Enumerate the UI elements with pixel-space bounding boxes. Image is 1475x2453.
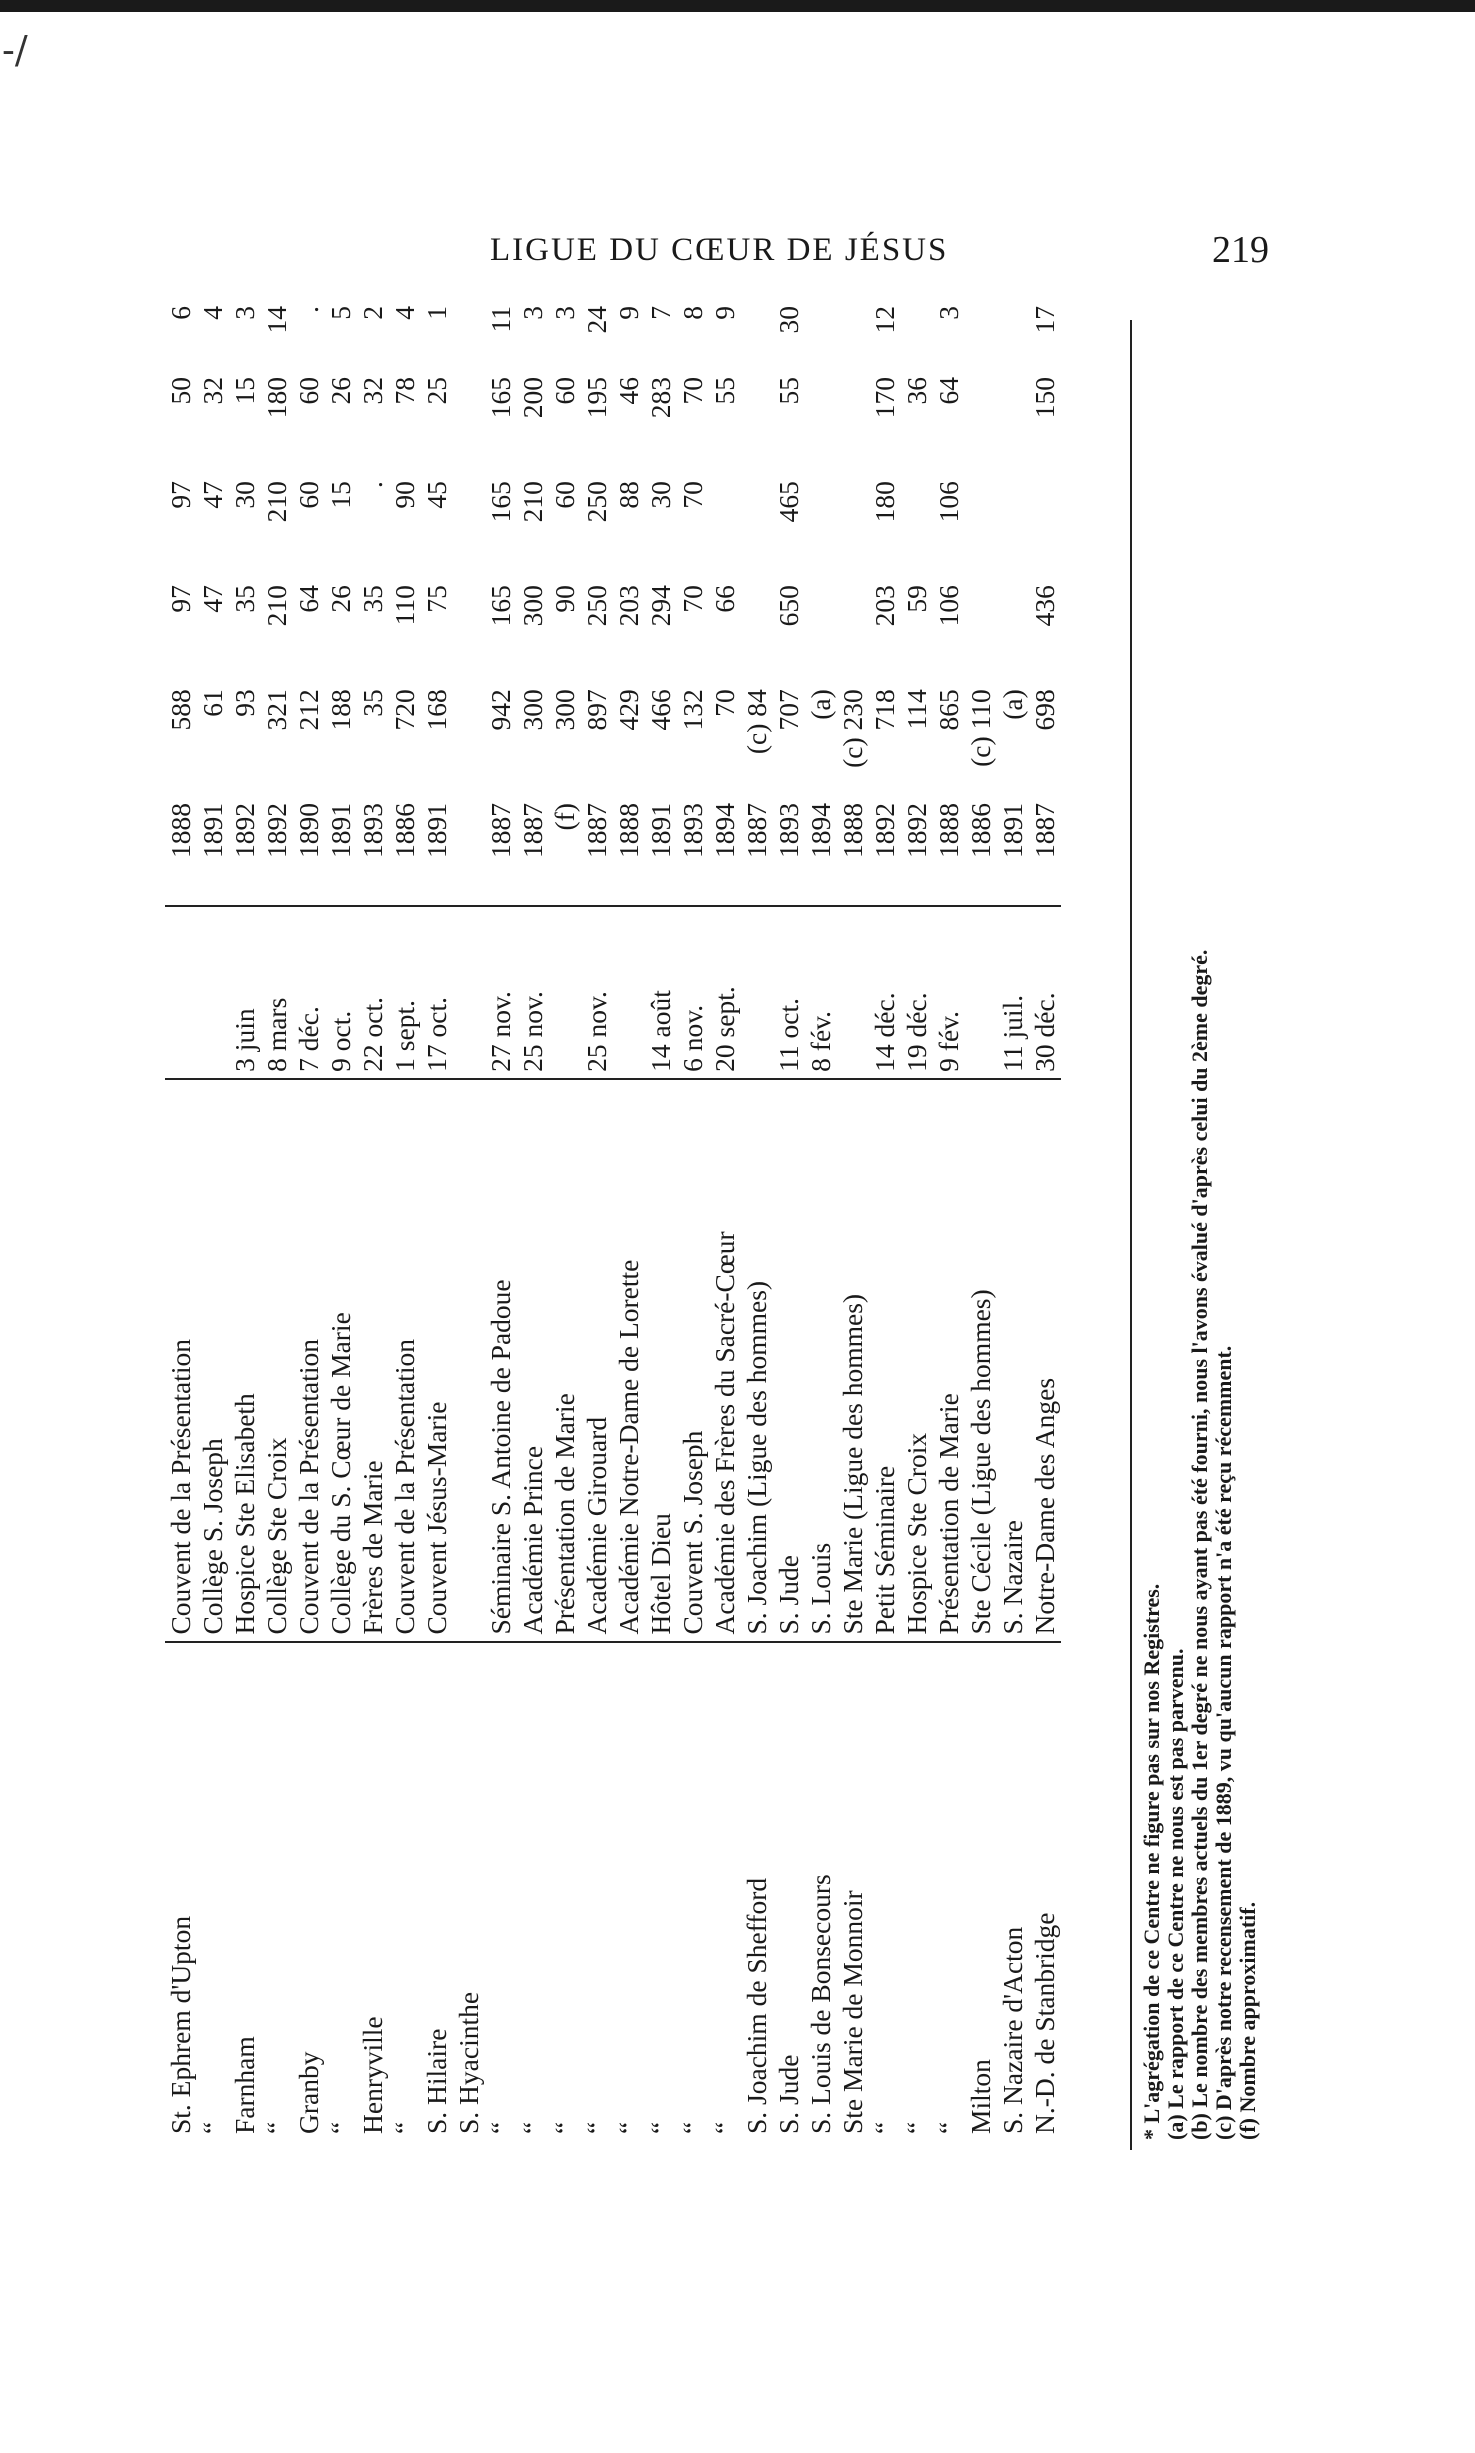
cell-c5: 24	[581, 306, 612, 334]
cell-c5: 30	[773, 306, 804, 334]
cell-c2: 59	[901, 585, 932, 613]
cell-year: 1891	[421, 797, 453, 906]
rotated-table-block	[165, 300, 1220, 2140]
cell-parish: “	[901, 2121, 932, 2134]
cell-date	[965, 906, 997, 1079]
cell-institution: Couvent de la Présentation	[293, 1079, 325, 1642]
cell-c5: 3	[229, 306, 260, 320]
cell-c5: 4	[197, 306, 228, 320]
cell-c2: 203	[869, 585, 900, 627]
cell-parish: “	[485, 2121, 516, 2134]
cell-institution: S. Jude	[773, 1079, 805, 1642]
cell-parish: Farnham	[229, 2036, 260, 2134]
cell-c2: 47	[197, 585, 228, 613]
cell-institution: Petit Séminaire	[869, 1079, 901, 1642]
cell-date: 14 août	[645, 906, 677, 1079]
footnotes	[1140, 240, 1260, 2140]
cell-c1: 212	[293, 689, 324, 731]
cell-c5	[453, 300, 485, 371]
cell-c1: 300	[517, 689, 548, 731]
cell-year: 1893	[357, 797, 389, 906]
cell-c4: 50	[165, 376, 196, 405]
cell-c4: 55	[773, 376, 804, 405]
cell-parish: “	[677, 2121, 708, 2134]
table-row	[773, 300, 805, 2140]
cell-c3	[837, 475, 869, 579]
cell-c3	[805, 475, 837, 579]
cell-c3: 47	[197, 481, 228, 509]
cell-parish: “	[709, 2121, 740, 2134]
cell-parish: “	[645, 2121, 676, 2134]
cell-institution: Couvent S. Joseph	[677, 1079, 709, 1642]
cell-institution: Frères de Marie	[357, 1079, 389, 1642]
cell-c3	[741, 475, 773, 579]
cell-institution: Hôtel Dieu	[645, 1079, 677, 1642]
cell-c1: 93	[229, 689, 260, 717]
cell-c4: 32	[357, 376, 388, 405]
cell-date: 7 déc.	[293, 906, 325, 1079]
cell-parish: “	[389, 2121, 420, 2134]
cell-date: 17 oct.	[421, 906, 453, 1079]
cell-c4: 64	[933, 376, 964, 405]
cell-c2: 75	[421, 585, 452, 613]
page-top-edge	[0, 0, 1475, 12]
cell-c2: 436	[1029, 585, 1060, 627]
cell-c5: 3	[549, 306, 580, 320]
cell-c4: 283	[645, 376, 676, 419]
cell-year: 1886	[389, 797, 421, 906]
cell-institution	[453, 1079, 485, 1642]
cell-institution: Ste Cécile (Ligue des hommes)	[965, 1079, 997, 1642]
cell-c1: 300	[549, 689, 580, 731]
cell-date: 6 nov.	[677, 906, 709, 1079]
cell-c1	[453, 683, 485, 797]
margin-mark: -/	[2, 28, 28, 72]
cell-c2	[997, 579, 1029, 683]
cell-c5	[741, 300, 773, 371]
cell-c5: 9	[709, 306, 740, 320]
cell-c1: 429	[613, 689, 644, 731]
cell-c5	[805, 300, 837, 371]
table-row	[197, 300, 229, 2140]
cell-parish: “	[325, 2121, 356, 2134]
cell-institution: Présentation de Marie	[933, 1079, 965, 1642]
cell-institution: S. Nazaire	[997, 1079, 1029, 1642]
cell-c3	[709, 475, 741, 579]
cell-date	[613, 906, 645, 1079]
footnote-b: (b) Le nombre des membres actuels du 1er degré ne nous ayant pas été fourni, nous l'avons évalué d'après celui du 2ème degré.	[1187, 949, 1212, 2140]
cell-c2: 210	[261, 585, 292, 627]
cell-c4: 32	[197, 376, 228, 405]
cell-institution: Collège S. Joseph	[197, 1079, 229, 1642]
table-row	[165, 300, 197, 2140]
table-row	[389, 300, 421, 2140]
cell-parish: “	[869, 2121, 900, 2134]
cell-c1: (a)	[805, 689, 836, 720]
centres-table	[165, 300, 1061, 2140]
page-number: 219	[1212, 229, 1269, 271]
cell-year: 1892	[901, 797, 933, 906]
cell-parish: “	[581, 2121, 612, 2134]
cell-c3: 97	[165, 481, 196, 509]
cell-date	[197, 906, 229, 1079]
cell-c1: 718	[869, 689, 900, 731]
cell-date: 1 sept.	[389, 906, 421, 1079]
cell-parish: S. Joachim de Shefford	[741, 1877, 772, 2134]
cell-year: 1892	[869, 797, 901, 906]
cell-year: 1893	[677, 797, 709, 906]
cell-c5: 9	[613, 306, 644, 320]
cell-c2	[453, 579, 485, 683]
cell-institution: Académie Girouard	[581, 1079, 613, 1642]
cell-c3: 210	[261, 481, 292, 523]
cell-parish: “	[261, 2121, 292, 2134]
cell-c5	[837, 300, 869, 371]
cell-c3: 210	[517, 481, 548, 523]
cell-c1: 168	[421, 689, 452, 731]
cell-c1: 61	[197, 689, 228, 717]
cell-c3: 250	[581, 481, 612, 523]
cell-parish: S. Hilaire	[421, 2028, 452, 2134]
cell-institution: S. Louis	[805, 1079, 837, 1642]
table-row	[357, 300, 389, 2140]
cell-date	[549, 906, 581, 1079]
cell-c3: 165	[485, 481, 516, 523]
table-row	[517, 300, 549, 2140]
cell-year: 1891	[645, 797, 677, 906]
cell-year: 1891	[997, 797, 1029, 906]
cell-c1: 466	[645, 689, 676, 731]
cell-year: 1893	[773, 797, 805, 906]
cell-c1: (c) 230	[837, 689, 868, 768]
cell-c3	[901, 475, 933, 579]
cell-c1: (c) 84	[741, 689, 772, 755]
cell-parish: Ste Marie de Monnoir	[837, 1890, 868, 2134]
table-row	[581, 300, 613, 2140]
footnote-a: (a) Le rapport de ce Centre ne nous est pas parvenu.	[1163, 1648, 1188, 2140]
table-row	[293, 300, 325, 2140]
cell-year: 1887	[1029, 797, 1061, 906]
cell-institution: Hospice Ste Croix	[901, 1079, 933, 1642]
table-row	[901, 300, 933, 2140]
cell-c2	[741, 579, 773, 683]
cell-c2: 35	[357, 585, 388, 613]
cell-c3: 106	[933, 481, 964, 523]
cell-c3: 180	[869, 481, 900, 523]
cell-parish: Granby	[293, 2051, 324, 2134]
cell-c5: 8	[677, 306, 708, 320]
cell-institution: Collège Ste Croix	[261, 1079, 293, 1642]
cell-year: 1892	[229, 797, 261, 906]
cell-c2: 90	[549, 585, 580, 613]
cell-c3: 30	[229, 481, 260, 509]
cell-date: 30 déc.	[1029, 906, 1061, 1079]
cell-c1: 321	[261, 689, 292, 731]
cell-c2: 294	[645, 585, 676, 627]
cell-c3	[965, 475, 997, 579]
cell-c4	[965, 371, 997, 475]
cell-c5: 3	[517, 306, 548, 320]
table-row	[1029, 300, 1061, 2140]
cell-c5: 14	[261, 306, 292, 334]
cell-c1: 720	[389, 689, 420, 731]
cell-c4: 60	[549, 376, 580, 405]
cell-date: 22 oct.	[357, 906, 389, 1079]
cell-institution: Ste Marie (Ligue des hommes)	[837, 1079, 869, 1642]
footnote-c: (c) D'après notre recensement de 1889, vu qu'aucun rapport n'a été reçu récemment.	[1211, 1345, 1236, 2140]
cell-c2: 650	[773, 585, 804, 627]
cell-c5: 3	[933, 306, 964, 320]
cell-year: 1894	[709, 797, 741, 906]
table-row	[933, 300, 965, 2140]
cell-parish: S. Jude	[773, 2054, 804, 2134]
cell-year: 1888	[165, 797, 197, 906]
cell-year: 1890	[293, 797, 325, 906]
cell-parish: “	[549, 2121, 580, 2134]
cell-institution: Notre-Dame des Anges	[1029, 1079, 1061, 1642]
cell-c3	[1029, 475, 1061, 579]
cell-c3: 60	[549, 481, 580, 509]
cell-year	[453, 797, 485, 906]
cell-institution: Académie Prince	[517, 1079, 549, 1642]
cell-c2: 26	[325, 585, 356, 613]
cell-year: 1888	[837, 797, 869, 906]
cell-date: 14 déc.	[869, 906, 901, 1079]
cell-c2: 70	[677, 585, 708, 613]
table-row	[613, 300, 645, 2140]
cell-c3: 15	[325, 481, 356, 509]
cell-date: 20 sept.	[709, 906, 741, 1079]
cell-c1: 897	[581, 689, 612, 731]
cell-c1: 942	[485, 689, 516, 731]
cell-c4	[741, 371, 773, 475]
footnote-f: (f) Nombre approximatif.	[1235, 1901, 1260, 2140]
cell-c3	[453, 475, 485, 579]
cell-c4	[805, 371, 837, 475]
cell-c4: 165	[485, 376, 516, 419]
cell-c1: 114	[901, 689, 932, 730]
table-row	[229, 300, 261, 2140]
cell-c4: 36	[901, 376, 932, 405]
cell-c3	[997, 475, 1029, 579]
cell-c1: 865	[933, 689, 964, 731]
cell-c2: 64	[293, 585, 324, 613]
cell-parish: “	[517, 2121, 548, 2134]
cell-c3: 45	[421, 481, 452, 509]
cell-institution: Couvent Jésus-Marie	[421, 1079, 453, 1642]
cell-c5: 5	[325, 306, 356, 320]
cell-parish: S. Hyacinthe	[453, 1991, 484, 2134]
running-head: LIGUE DU CŒUR DE JÉSUS	[490, 232, 949, 268]
cell-date: 27 nov.	[485, 906, 517, 1079]
cell-c2	[805, 579, 837, 683]
table-row	[837, 300, 869, 2140]
cell-institution: Académie Notre-Dame de Lorette	[613, 1079, 645, 1642]
cell-parish: S. Nazaire d'Acton	[997, 1926, 1028, 2134]
cell-c2: 97	[165, 585, 196, 613]
cell-c2: 106	[933, 585, 964, 627]
cell-c1: 35	[357, 689, 388, 717]
cell-date	[837, 906, 869, 1079]
cell-parish: St. Ephrem d'Upton	[165, 1915, 196, 2134]
cell-institution: Couvent de la Présentation	[389, 1079, 421, 1642]
cell-year: 1887	[581, 797, 613, 906]
cell-year: 1888	[933, 797, 965, 906]
cell-institution: Hospice Ste Elisabeth	[229, 1079, 261, 1642]
cell-date: 9 fév.	[933, 906, 965, 1079]
cell-c4	[837, 371, 869, 475]
cell-c4: 78	[389, 376, 420, 405]
cell-c2: 300	[517, 585, 548, 627]
cell-c3: 70	[677, 481, 708, 509]
cell-c5	[965, 300, 997, 371]
cell-date: 25 nov.	[517, 906, 549, 1079]
table-row	[741, 300, 773, 2140]
cell-c4: 15	[229, 376, 260, 405]
cell-c3: 465	[773, 481, 804, 523]
cell-c4: 55	[709, 376, 740, 405]
cell-parish: N.-D. de Stanbridge	[1029, 1912, 1060, 2134]
cell-year: 1887	[485, 797, 517, 906]
cell-date	[453, 906, 485, 1079]
cell-c3: 60	[293, 481, 324, 509]
cell-c1: 70	[709, 689, 740, 717]
cell-c1: 707	[773, 689, 804, 731]
cell-c4: 60	[293, 376, 324, 405]
cell-c5: 7	[645, 306, 676, 320]
cell-c1: 588	[165, 689, 196, 731]
cell-year: 1887	[517, 797, 549, 906]
cell-c5	[997, 300, 1029, 371]
table-row	[261, 300, 293, 2140]
cell-year: 1892	[261, 797, 293, 906]
cell-c4: 46	[613, 376, 644, 405]
cell-c4: 170	[869, 376, 900, 419]
cell-c1: 698	[1029, 689, 1060, 731]
cell-institution: Académie des Frères du Sacré-Cœur	[709, 1079, 741, 1642]
table-row	[997, 300, 1029, 2140]
cell-year: 1888	[613, 797, 645, 906]
cell-c5: 11	[485, 306, 516, 333]
cell-date: 9 oct.	[325, 906, 357, 1079]
cell-c2	[837, 579, 869, 683]
table-row	[709, 300, 741, 2140]
cell-c2: 165	[485, 585, 516, 627]
cell-parish: Henryville	[357, 2016, 388, 2134]
cell-date: 19 déc.	[901, 906, 933, 1079]
cell-c4: 70	[677, 376, 708, 405]
cell-c4	[453, 371, 485, 475]
cell-c5: 12	[869, 306, 900, 334]
cell-c5: 1	[421, 306, 452, 320]
cell-parish: “	[197, 2121, 228, 2134]
table-row	[485, 300, 517, 2140]
cell-c2	[965, 579, 997, 683]
cell-parish: Milton	[965, 2059, 996, 2134]
cell-c5	[901, 300, 933, 371]
cell-c2: 66	[709, 585, 740, 613]
table-row	[421, 300, 453, 2140]
cell-c2: 110	[389, 585, 420, 626]
cell-c1: 188	[325, 689, 356, 731]
cell-year: 1886	[965, 797, 997, 906]
table-row	[805, 300, 837, 2140]
cell-c4: 195	[581, 376, 612, 419]
table-row	[869, 300, 901, 2140]
cell-c1: 132	[677, 689, 708, 731]
cell-c4: 200	[517, 376, 548, 419]
cell-institution: Présentation de Marie	[549, 1079, 581, 1642]
footnote-star: * L'agrégation de ce Centre ne figure pas sur nos Registres.	[1139, 1583, 1164, 2140]
cell-c1: (c) 110	[965, 689, 996, 767]
table-row	[645, 300, 677, 2140]
cell-c3: .	[357, 481, 388, 488]
cell-year: 1891	[325, 797, 357, 906]
cell-c2: 250	[581, 585, 612, 627]
cell-c4: 26	[325, 376, 356, 405]
cell-c4	[997, 371, 1029, 475]
cell-parish: “	[933, 2121, 964, 2134]
table-row	[549, 300, 581, 2140]
footnote-rule	[1130, 320, 1132, 2150]
cell-c3: 90	[389, 481, 420, 509]
cell-date: 8 mars	[261, 906, 293, 1079]
cell-c5: 2	[357, 306, 388, 320]
cell-institution: Collège du S. Cœur de Marie	[325, 1079, 357, 1642]
cell-institution: Séminaire S. Antoine de Padoue	[485, 1079, 517, 1642]
cell-year: (f)	[549, 797, 581, 906]
cell-c5: 4	[389, 306, 420, 320]
cell-year: 1891	[197, 797, 229, 906]
cell-date	[741, 906, 773, 1079]
cell-parish: S. Louis de Bonsecours	[805, 1874, 836, 2134]
cell-c5: .	[293, 306, 324, 313]
table-row	[965, 300, 997, 2140]
cell-institution: Couvent de la Présentation	[165, 1079, 197, 1642]
cell-year: 1887	[741, 797, 773, 906]
cell-c2: 203	[613, 585, 644, 627]
cell-date: 25 nov.	[581, 906, 613, 1079]
cell-c4: 180	[261, 376, 292, 419]
cell-c2: 35	[229, 585, 260, 613]
cell-c4: 150	[1029, 376, 1060, 419]
cell-date: 8 fév.	[805, 906, 837, 1079]
cell-c4: 25	[421, 376, 452, 405]
cell-date	[165, 906, 197, 1079]
cell-date: 11 oct.	[773, 906, 805, 1079]
cell-institution: S. Joachim (Ligue des hommes)	[741, 1079, 773, 1642]
table-row	[453, 300, 485, 2140]
cell-parish: “	[613, 2121, 644, 2134]
cell-c5: 17	[1029, 306, 1060, 334]
cell-date: 3 juin	[229, 906, 261, 1079]
table-row	[325, 300, 357, 2140]
cell-c3: 30	[645, 481, 676, 509]
cell-c5: 6	[165, 306, 196, 320]
cell-c1: (a)	[997, 689, 1028, 720]
cell-year: 1894	[805, 797, 837, 906]
table-body	[165, 300, 1061, 2140]
cell-date: 11 juil.	[997, 906, 1029, 1079]
cell-c3: 88	[613, 481, 644, 509]
table-row	[677, 300, 709, 2140]
